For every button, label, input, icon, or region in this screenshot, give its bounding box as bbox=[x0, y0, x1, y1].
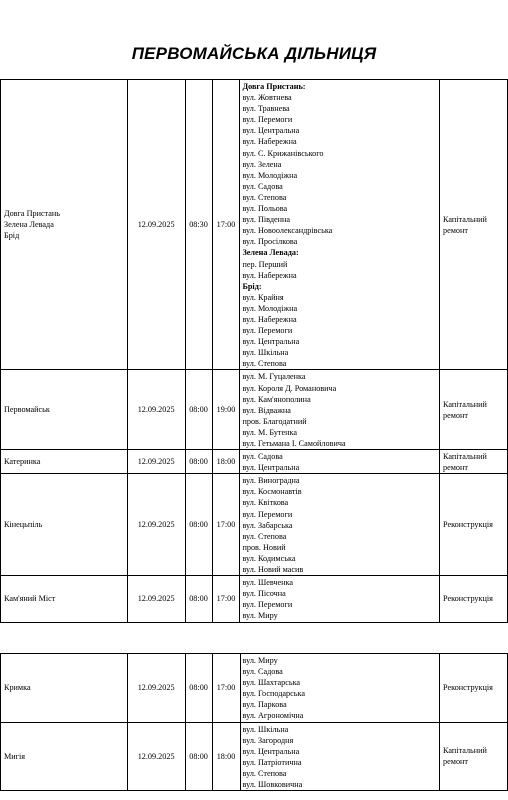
settlement-name: Кримка bbox=[4, 683, 31, 693]
end-time-cell: 19:00 bbox=[212, 370, 240, 450]
street-item: вул. Патріотична bbox=[242, 757, 302, 767]
street-item: пер. Перший bbox=[242, 259, 288, 269]
street-item: вул. Перемоги bbox=[242, 115, 293, 125]
street-item: вул. М. Бутенка bbox=[242, 427, 298, 437]
street-item: вул. Молодіжна bbox=[242, 170, 298, 180]
street-item: вул. Миру bbox=[242, 611, 278, 621]
work-type-cell bbox=[440, 370, 508, 450]
street-item: вул. Степова bbox=[242, 531, 287, 541]
street-item: вул. Набережна bbox=[242, 137, 297, 147]
settlement-cell bbox=[1, 80, 128, 370]
street-item: вул. Садова bbox=[242, 181, 283, 191]
street-item: вул. Шевченка bbox=[242, 578, 294, 588]
date-cell: 12.09.2025 bbox=[127, 576, 185, 622]
work-type-text: Капітальний bbox=[443, 451, 487, 461]
work-type-text: Капітальний bbox=[443, 214, 487, 224]
work-type-cell bbox=[440, 722, 508, 791]
streets-cell bbox=[240, 654, 440, 723]
streets-cell bbox=[240, 80, 440, 370]
work-type-text: ремонт bbox=[443, 462, 468, 472]
date-cell: 12.09.2025 bbox=[127, 722, 185, 791]
street-item: вул. Новий масив bbox=[242, 565, 304, 575]
end-time-cell: 17:00 bbox=[212, 654, 240, 723]
end-time-cell: 18:00 bbox=[212, 450, 240, 474]
street-item: вул. Перемоги bbox=[242, 326, 293, 336]
street-item: вул. Південна bbox=[242, 215, 291, 225]
street-item: вул. Відважна bbox=[242, 405, 291, 415]
street-item: вул. Шахтарська bbox=[242, 678, 301, 688]
street-item: вул. Паркова bbox=[242, 700, 287, 710]
street-item: пров. Новий bbox=[242, 542, 286, 552]
street-item: вул. Кам'янополина bbox=[242, 394, 311, 404]
table-row bbox=[1, 450, 508, 474]
date-cell: 12.09.2025 bbox=[127, 474, 185, 576]
end-time-cell: 17:00 bbox=[212, 576, 240, 622]
settlement-name: Зелена Левада bbox=[4, 220, 54, 230]
settlement-name: Кінецьпіль bbox=[4, 520, 43, 530]
street-item: вул. Набережна bbox=[242, 270, 297, 280]
table-row bbox=[1, 722, 508, 791]
street-item: вул. Виноградна bbox=[242, 476, 300, 486]
work-type-cell bbox=[440, 576, 508, 622]
start-time-cell: 08:00 bbox=[185, 450, 212, 474]
table-row bbox=[1, 474, 508, 576]
work-type-text: ремонт bbox=[443, 757, 468, 767]
street-item: вул. Просілкова bbox=[242, 237, 298, 247]
street-item: вул. Молодіжна bbox=[242, 303, 298, 313]
settlement-name: Катеринка bbox=[4, 457, 41, 467]
street-item: вул. Новоолександрівська bbox=[242, 226, 333, 236]
table-row bbox=[1, 370, 508, 450]
street-item: вул. Агрономічна bbox=[242, 711, 304, 721]
street-item: вул. Миру bbox=[242, 656, 278, 665]
streets-cell bbox=[240, 576, 440, 622]
settlement-cell bbox=[1, 450, 128, 474]
streets-cell bbox=[240, 722, 440, 791]
street-item: вул. Центральна bbox=[242, 463, 300, 473]
street-item: вул. Перемоги bbox=[242, 600, 293, 610]
street-item: вул. Шкільна bbox=[242, 348, 289, 358]
settlement-cell bbox=[1, 370, 128, 450]
settlement-name: Кам'яний Міст bbox=[4, 594, 56, 604]
street-item: вул. Квіткова bbox=[242, 498, 289, 508]
work-type-text: Капітальний bbox=[443, 399, 487, 409]
street-item: вул. Короля Д. Романовича bbox=[242, 383, 337, 393]
settlement-cell bbox=[1, 654, 128, 723]
settlement-name: Брід bbox=[4, 231, 20, 241]
street-item: вул. Перемоги bbox=[242, 509, 293, 519]
street-item: вул. М. Гуцаленка bbox=[242, 372, 306, 382]
end-time-cell: 18:00 bbox=[212, 722, 240, 791]
work-type-cell bbox=[440, 474, 508, 576]
page-title: ПЕРВОМАЙСЬКА ДІЛЬНИЦЯ bbox=[131, 44, 377, 63]
settlement-heading: Зелена Левада: bbox=[242, 248, 299, 258]
streets-cell bbox=[240, 450, 440, 474]
street-item: вул. Центральна bbox=[242, 126, 300, 136]
date-cell: 12.09.2025 bbox=[127, 80, 185, 370]
work-type-text: Капітальний bbox=[443, 746, 487, 756]
street-item: вул. Степова bbox=[242, 359, 287, 369]
streets-cell bbox=[240, 474, 440, 576]
work-type-text: ремонт bbox=[443, 410, 468, 420]
work-type-cell bbox=[440, 80, 508, 370]
settlement-heading: Брід: bbox=[242, 281, 262, 291]
street-item: вул. Шкільна bbox=[242, 724, 289, 734]
start-time-cell: 08:00 bbox=[185, 576, 212, 622]
date-cell: 12.09.2025 bbox=[127, 370, 185, 450]
street-item: вул. Центральна bbox=[242, 746, 300, 756]
date-cell: 12.09.2025 bbox=[127, 450, 185, 474]
street-item: вул. Гетьмана І. Самойловича bbox=[242, 439, 346, 448]
work-type-text: ремонт bbox=[443, 225, 468, 235]
streets-cell bbox=[240, 370, 440, 450]
settlement-cell bbox=[1, 576, 128, 622]
settlement-name: Первомайськ bbox=[4, 405, 50, 415]
work-type-text: Реконструкція bbox=[443, 683, 493, 693]
start-time-cell: 08:00 bbox=[185, 722, 212, 791]
start-time-cell: 08:00 bbox=[185, 654, 212, 723]
street-item: вул. Садова bbox=[242, 452, 283, 462]
table-row bbox=[1, 654, 508, 723]
settlement-cell bbox=[1, 722, 128, 791]
street-item: вул. Зелена bbox=[242, 159, 282, 169]
street-item: вул. Пісочна bbox=[242, 589, 286, 599]
start-time-cell: 08:30 bbox=[185, 80, 212, 370]
street-item: вул. Шовковична bbox=[242, 780, 303, 790]
schedule-table bbox=[0, 79, 508, 623]
street-item: вул. Космонавтів bbox=[242, 487, 302, 497]
settlement-name: Мигія bbox=[4, 751, 26, 761]
schedule-table-continued bbox=[0, 653, 508, 791]
end-time-cell: 17:00 bbox=[212, 80, 240, 370]
work-type-cell bbox=[440, 654, 508, 723]
work-type-text: Реконструкція bbox=[443, 520, 493, 530]
work-type-cell bbox=[440, 450, 508, 474]
street-item: вул. Забарська bbox=[242, 520, 293, 530]
date-cell: 12.09.2025 bbox=[127, 654, 185, 723]
street-item: вул. С. Крижанівського bbox=[242, 148, 324, 158]
table-row bbox=[1, 80, 508, 370]
street-item: вул. Травнева bbox=[242, 104, 290, 114]
street-item: вул. Крайня bbox=[242, 292, 284, 302]
street-item: вул. Жовтнева bbox=[242, 93, 292, 103]
end-time-cell: 17:00 bbox=[212, 474, 240, 576]
street-item: вул. Центральна bbox=[242, 337, 300, 347]
table-row bbox=[1, 576, 508, 622]
street-item: вул. Кодимська bbox=[242, 553, 296, 563]
street-item: вул. Польова bbox=[242, 204, 288, 214]
settlement-heading: Довга Пристань: bbox=[242, 82, 306, 91]
street-item: вул. Набережна bbox=[242, 314, 297, 324]
settlement-cell bbox=[1, 474, 128, 576]
street-item: вул. Садова bbox=[242, 667, 283, 677]
street-item: пров. Благодатний bbox=[242, 416, 307, 426]
start-time-cell: 08:00 bbox=[185, 474, 212, 576]
street-item: вул. Степова bbox=[242, 768, 287, 778]
street-item: вул. Степова bbox=[242, 192, 287, 202]
work-type-text: Реконструкція bbox=[443, 594, 493, 604]
start-time-cell: 08:00 bbox=[185, 370, 212, 450]
street-item: вул. Господарська bbox=[242, 689, 305, 699]
settlement-name: Довга Пристань bbox=[4, 209, 61, 219]
street-item: вул. Загородня bbox=[242, 735, 294, 745]
